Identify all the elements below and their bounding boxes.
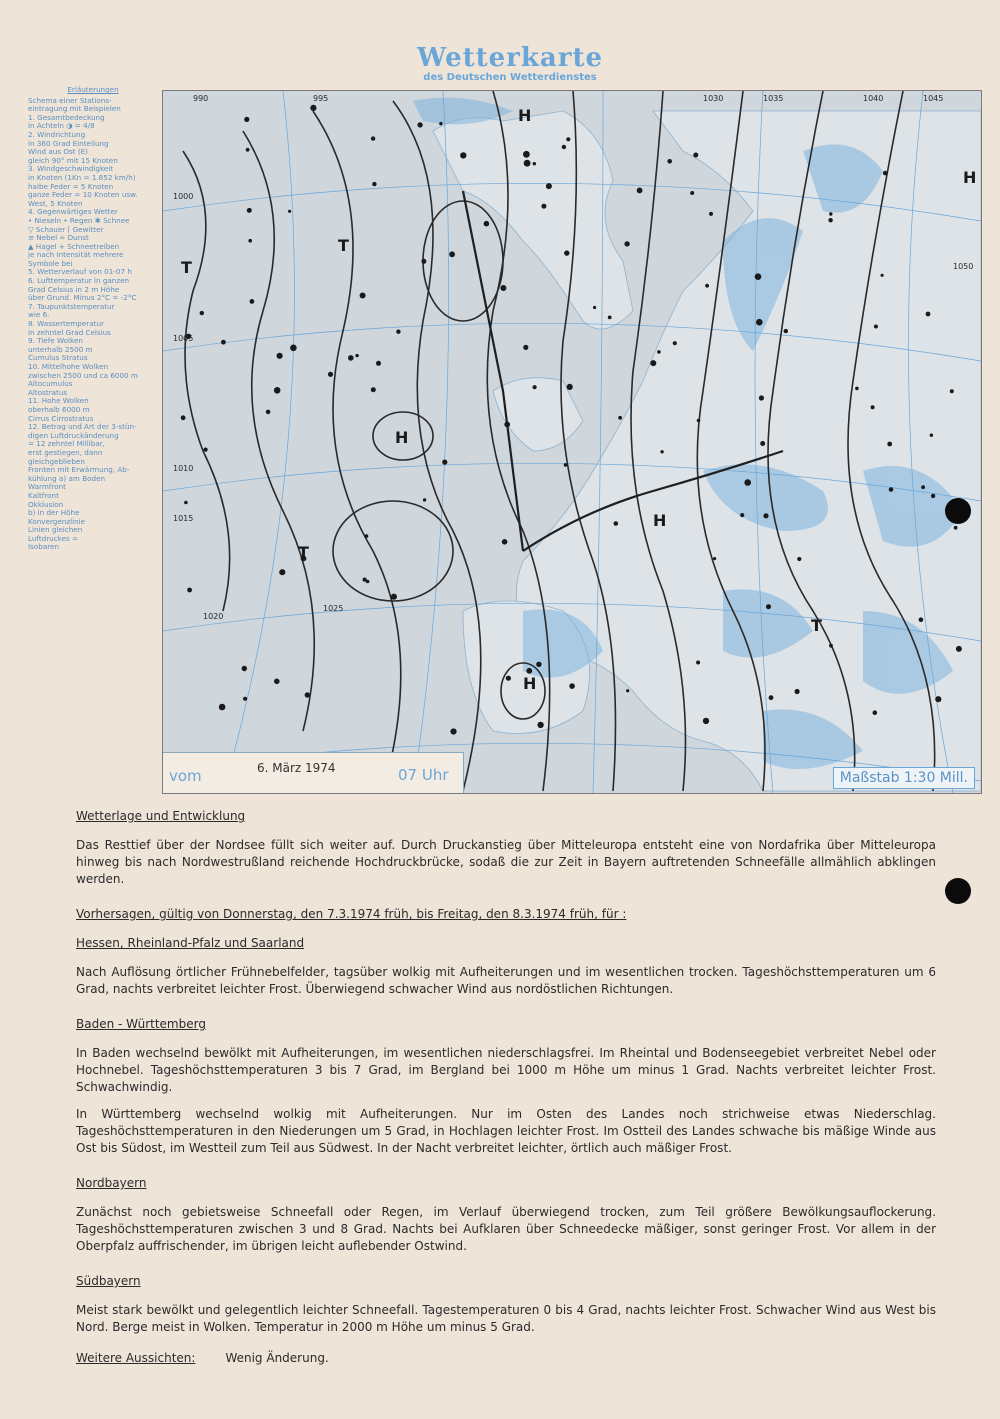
wuerttemberg-paragraph: In Württemberg wechselnd wolkig mit Aufheiterungen. Nur im Osten des Landes noch strichweise etwas Niederschlag. Tageshöchsttemperaturen in den Niederungen um 5 Grad, in Hochlagen leichter Frost. Im Ostteil des Landes schwache bis mäßige Winde aus Ost bis Südost, im Westteil zum Teil aus Südwest. In der Nacht verbreitet leichter, örtlich auch mäßiger Frost. [76,1107,936,1155]
station-marker [919,617,924,622]
station-marker [564,250,569,255]
station-marker [355,354,358,357]
station-marker [442,460,447,465]
station-marker [954,526,958,530]
isobar-value-label: 1020 [203,612,224,621]
station-marker [536,662,541,667]
station-marker [504,422,510,428]
legend-item: 9. Tiefe Wolken [28,337,83,346]
station-marker [693,153,698,158]
station-marker [181,415,186,420]
weather-map-canvas [163,91,981,793]
station-marker [274,679,280,685]
station-marker [935,696,941,702]
legend-item: gleich 90° mit 15 Knoten [28,156,118,165]
station-marker [931,494,935,498]
station-marker [328,372,333,377]
station-marker [365,534,369,538]
high-pressure-label: H [523,674,537,693]
station-marker [502,539,508,545]
station-marker [650,360,656,366]
isobar-value-label: 1025 [323,604,344,613]
station-marker [449,251,455,257]
station-marker [348,355,354,361]
station-marker [546,183,552,189]
isobar-value-label: 1005 [173,334,194,343]
legend-items [28,97,158,552]
station-marker [887,442,892,447]
station-marker [376,361,381,366]
station-marker [759,395,764,400]
isobar-value-label: 1000 [173,192,194,201]
station-marker [541,204,546,209]
station-marker [755,273,762,280]
station-marker [667,159,672,164]
legend-item: Isobaren [28,543,60,552]
legend-heading: Erläuterungen [67,85,119,94]
station-marker [889,487,894,492]
station-marker [626,689,629,692]
map-scale: Maßstab 1:30 Mill. [833,767,975,789]
legend-item: ganze Feder = 10 Knoten usw. [28,191,138,200]
legend-item: 10. Mittelhohe Wolken [28,363,109,371]
suedbayern-paragraph: Meist stark bewölkt und gelegentlich leichter Schneefall. Tagestemperaturen 0 bis 4 Grad, nachts leichter Frost. Schwacher Wind aus West bis Nord. Berge meist in Wolken. Temperatur in 2000 m Höhe um minus 5 Grad. [76,1303,936,1334]
legend-item: in zehntel Grad Celsius [28,328,111,337]
station-marker [363,578,367,582]
legend-item: Altostratus [28,388,68,397]
station-marker [697,419,701,423]
station-marker [930,434,933,437]
legend-item: = 12 zehntel Millibar, [28,440,105,449]
isobar-value-label: 1010 [173,464,194,473]
legend-item: Luftdruckes = [28,534,79,543]
legend-item: kühlung a) am Boden [28,474,106,483]
station-marker [242,666,247,671]
legend-item: 12. Betrag und Art der 3-stün- [28,423,137,432]
legend-item: 7. Taupunktstemperatur [28,302,115,311]
legend-item: ≡ Nebel ∞ Dunst [28,234,89,243]
hessen-paragraph: Nach Auflösung örtlicher Frühnebelfelder, tagsüber wolkig mit Aufheiterungen und im wesentlichen trocken. Tageshöchsttemperaturen um 6 Grad, nachts verbreitet leichter Frost. Überwiegend schwacher Wind aus nordöstlichen Richtungen. [76,965,936,996]
legend-item: Linien gleichen [28,526,83,535]
high-pressure-label: H [395,428,409,447]
legend-item: gleichgeblieben [28,457,85,466]
station-marker [760,441,765,446]
station-marker [566,137,570,141]
station-marker [926,312,931,317]
legend-item: oberhalb 6000 m [28,405,90,414]
station-marker [873,710,878,715]
map-time: 07 Uhr [398,766,449,784]
station-marker [423,498,426,501]
station-marker [221,340,226,345]
section-heading-baden-wuerttemberg: Baden - Württemberg [76,1017,206,1031]
legend-item: 11. Hohe Wolken [28,397,89,406]
station-marker [523,151,530,158]
station-marker [371,136,375,140]
station-marker [766,604,771,609]
weather-map [162,90,982,794]
station-marker [709,212,713,216]
isobar-value-label: 1035 [763,94,784,103]
station-marker [756,319,763,326]
legend-item: über Grund. Minus 2°C = -2°C [28,294,137,303]
section-heading-suedbayern: Südbayern [76,1274,141,1288]
station-marker [279,569,285,575]
legend-item: 6. Lufttemperatur in ganzen [28,277,130,286]
station-marker [200,311,204,315]
station-marker [883,171,888,176]
legend-item: b) in der Höhe [28,509,80,518]
station-marker [828,218,832,222]
further-outlook-label: Weitere Aussichten: [76,1351,196,1365]
isobar-value-label: 1040 [863,94,884,103]
further-outlook-value: Wenig Änderung. [225,1351,329,1365]
legend-item: ▽ Schauer ⌈ Gewitter [28,225,104,234]
legend-item: zwischen 2500 und ca 6000 m [28,371,138,380]
station-marker [618,416,622,420]
low-pressure-label: T [298,543,309,562]
legend-item: Warmfront [28,483,66,492]
station-marker [874,325,878,329]
legend-item: halbe Feder = 5 Knoten [28,182,114,191]
station-marker [247,208,252,213]
station-marker [740,513,744,517]
station-marker [950,389,954,393]
isobar-value-label: 1050 [953,262,974,271]
legend-item: Schema einer Stations- [28,96,112,105]
legend-item: wie 6. [28,311,50,320]
station-marker [184,501,188,505]
station-marker [829,644,833,648]
station-marker [417,122,422,127]
station-marker [266,410,271,415]
station-marker [881,274,884,277]
station-marker [524,160,531,167]
baden-paragraph: In Baden wechselnd bewölkt mit Aufheiterungen, im wesentlichen niederschlagsfrei. Im Rheintal und Bodenseegebiet verbreitet Nebel oder Hochnebel. Tageshöchsttemperaturen 3 bis 7 Grad, im Bergland bei 1000 m Höhe um minus 1 Grad. Nachts verbreitet leichter Frost. Schwachwindig. [76,1046,936,1094]
station-marker [562,145,566,149]
station-marker [290,345,297,352]
legend-item: in 360 Grad Einteilung [28,139,109,148]
station-marker [277,353,283,359]
station-marker [288,210,291,213]
legend-item: Cumulus Stratus [28,354,88,363]
forecast-text [76,808,936,1367]
station-marker [537,722,543,728]
isobar-value-label: 1015 [173,514,194,523]
station-marker [564,463,568,467]
low-pressure-label: T [181,258,192,277]
station-marker [305,692,310,697]
legend-item: Fronten mit Erwärmung, Ab- [28,466,130,475]
station-marker [795,689,800,694]
legend-item: in Achteln ◑ = 4/8 [28,122,95,131]
station-marker [187,588,192,593]
legend-item: ▲ Hagel + Schneetreiben [28,242,120,251]
station-marker [696,661,700,665]
legend-item: je nach Intensität mehrere [28,251,124,260]
isobar-value-label: 990 [193,94,209,103]
station-marker [246,148,250,152]
station-marker [673,341,677,345]
station-marker [421,259,426,264]
forecast-validity-heading: Vorhersagen, gültig von Donnerstag, den 7.3.1974 früh, bis Freitag, den 8.3.1974 früh, für : [76,907,627,921]
low-pressure-label: T [338,236,349,255]
station-marker [396,330,400,334]
section-heading-hessen: Hessen, Rheinland-Pfalz und Saarland [76,936,305,950]
station-marker [705,284,709,288]
station-marker [921,485,925,489]
station-marker [660,450,663,453]
station-marker [829,212,832,215]
station-marker [500,285,506,291]
station-marker [204,448,208,452]
station-marker [567,384,573,390]
punch-hole-lower [945,878,971,904]
legend-item: Grad Celsius in 2 m Höhe [28,285,120,294]
high-pressure-label: H [963,168,977,187]
page-title: Wetterkarte [417,43,603,73]
isobar-value-label: 1030 [703,94,724,103]
station-marker [460,152,466,158]
station-marker [526,668,532,674]
station-marker [506,676,511,681]
station-marker [608,316,612,320]
isobar-value-label: 995 [313,94,329,103]
station-marker [484,221,490,227]
station-marker [713,557,716,560]
station-marker [871,405,875,409]
legend-item: 5. Wetterverlauf von 01-07 h [28,268,132,277]
punch-hole-upper [945,498,971,524]
station-marker [372,182,376,186]
isobar-value-label: 1045 [923,94,944,103]
legend-item: digen Luftdruckänderung [28,431,119,440]
station-marker [219,704,226,711]
legend-item: Wind aus Ost (E) [28,148,88,157]
station-marker [569,683,575,689]
legend-panel [28,86,158,552]
station-marker [703,718,709,724]
section-heading-situation: Wetterlage und Entwicklung [76,809,246,823]
station-marker [250,299,255,304]
station-marker [439,122,442,125]
legend-item: erst gestiegen, dann [28,448,103,457]
station-marker [244,117,249,122]
legend-item: Altocumulus [28,380,73,389]
legend-item: Konvergenzlinie [28,517,86,526]
section-heading-nordbayern: Nordbayern [76,1176,147,1190]
low-pressure-label: T [811,616,822,635]
station-marker [533,162,536,165]
station-marker [624,241,629,246]
legend-item: Cirrus Cirrostratus [28,414,94,423]
legend-item: 4. Gegenwärtiges Wetter [28,208,118,217]
nordbayern-paragraph: Zunächst noch gebietsweise Schneefall oder Regen, im Verlauf überwiegend trocken, zum Teil größere Bewölkungsauflockerung. Tageshöchsttemperaturen zwischen 3 und 8 Grad. Nachts bei Aufklaren über Schneedecke mäßiger, sonst geringer Frost. Vor allem in der Oberpfalz auffrischender, im übrigen leicht auflebender Ostwind. [76,1205,936,1253]
high-pressure-label: H [518,106,532,125]
station-marker [274,387,281,394]
station-marker [371,387,376,392]
legend-item: 1. Gesamtbedeckung [28,113,105,122]
station-marker [243,697,247,701]
further-outlook [76,1350,936,1367]
station-marker [391,594,397,600]
situation-paragraph: Das Resttief über der Nordsee füllt sich weiter auf. Durch Druckanstieg über Mitteleuropa entsteht eine von Nordafrika über Mitteleuropa hinweg bis nach Nordwestrußland reichende Hochdruckbrücke, sodaß die zur Zeit in Bayern auftretenden Schneefälle allmählich abklingen werden. [76,838,936,886]
map-date: 6. März 1974 [257,761,336,775]
station-marker [450,728,456,734]
station-marker [763,513,768,518]
page-subtitle: des Deutschen Wetterdienstes [423,72,597,83]
station-marker [769,695,774,700]
legend-item: Kaltfront [28,491,59,500]
station-marker [614,521,619,526]
station-marker [637,188,643,194]
station-marker [657,350,661,354]
station-marker [744,479,751,486]
station-marker [360,293,366,299]
legend-item: eintragung mit Beispielen [28,105,121,114]
legend-item: 8. Wassertemperatur [28,320,104,329]
station-marker [784,329,788,333]
station-marker [797,557,801,561]
legend-item: 3. Windgeschwindigkeit [28,165,114,174]
station-marker [690,191,694,195]
station-marker [956,646,962,652]
legend-item: 2. Windrichtung [28,130,86,139]
station-marker [533,385,537,389]
station-marker [855,387,859,391]
legend-item: • Nieseln • Regen ✱ Schnee [28,216,130,225]
map-caption [163,752,464,793]
legend-item: unterhalb 2500 m [28,345,93,354]
high-pressure-label: H [653,511,667,530]
legend-item: West, 5 Knoten [28,199,83,208]
legend-item: Symbole bei [28,259,73,268]
station-marker [248,239,252,243]
station-marker [593,306,596,309]
station-marker [310,105,316,111]
station-marker [523,345,528,350]
legend-item: in Knoten (1Kn = 1.852 km/h) [28,173,136,182]
header [380,44,640,84]
legend-item: Okklusion [28,500,64,509]
caption-vom-label: vom [169,767,202,785]
